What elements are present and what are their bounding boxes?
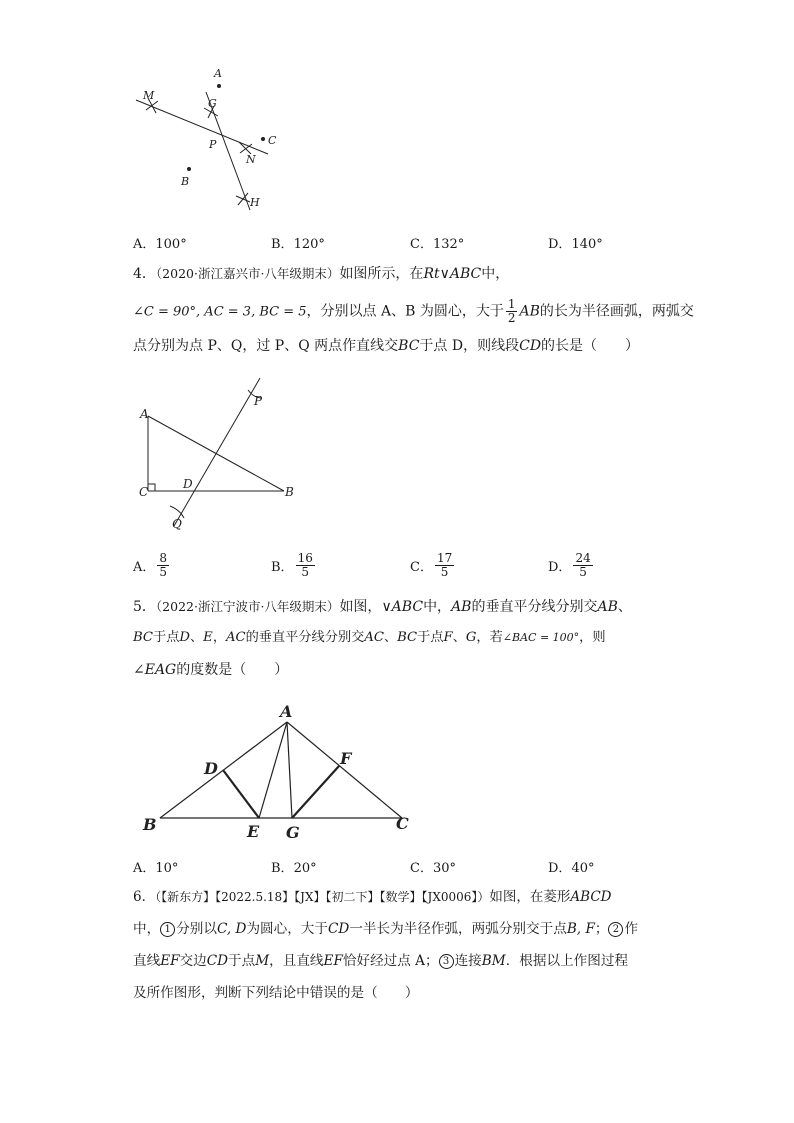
fraction-half: $\frac{1}{2}$ (507, 297, 516, 325)
q4-option-b[interactable]: B． $\frac{16}{5}$ (271, 551, 313, 579)
segment-ag (287, 722, 292, 818)
q4-source: （2020·浙江嘉兴市·八年级期末） (155, 266, 340, 281)
q6-source: （【新东方】【2022.5.18】【JX】【初二下】【数学】【JX0006】） (155, 890, 490, 904)
right-angle-mark (148, 484, 155, 491)
point-a (217, 84, 221, 88)
q3-option-d[interactable]: D．140° (548, 237, 603, 252)
label-b: B (181, 175, 190, 188)
label-q: Q (172, 517, 182, 531)
q6-line-4: 及所作图形，判断下列结论中错误的是（ ） (133, 985, 419, 1001)
label-d: D (204, 759, 218, 778)
label-b: B (285, 485, 294, 499)
q4-option-c[interactable]: C． $\frac{17}{5}$ (410, 551, 453, 579)
q5-option-b[interactable]: B．20° (271, 861, 317, 876)
step-2-marker: 2 (608, 922, 623, 937)
q5-source: （2022·浙江宁波市·八年级期末） (155, 599, 340, 614)
q4-number: 4． (133, 266, 156, 282)
q5-option-a[interactable]: A．10° (133, 861, 179, 876)
label-g: G (208, 97, 217, 110)
figure-q3 (128, 62, 288, 220)
step-1-marker: 1 (160, 922, 175, 937)
label-g: G (286, 823, 300, 842)
label-c: C (139, 485, 149, 499)
q5-option-c[interactable]: C．30° (410, 861, 456, 876)
label-m: M (143, 89, 155, 102)
q6-line-1: 6．（【新东方】【2022.5.18】【JX】【初二下】【数学】【JX0006】）如图，在菱形ABCD (133, 889, 612, 905)
line-pq (174, 378, 260, 526)
q5-option-d[interactable]: D．40° (548, 861, 595, 876)
label-e: E (247, 822, 260, 841)
q4-line-1: 4．（2020·浙江嘉兴市·八年级期末）如图所示，在Rt∨ABC中， (133, 266, 510, 282)
label-c: C (396, 814, 409, 833)
label-n: N (246, 153, 256, 166)
q4-line-3: 点分别为点 P、Q，过 P、Q 两点作直线交BC于点 D，则线段CD的长是（ ） (133, 338, 640, 354)
q5-line-2: BC于点D、E，AC的垂直平分线分别交AC、BC于点F、G，若∠BAC = 100°，则 (133, 630, 606, 645)
q4-option-d[interactable]: D． $\frac{24}{5}$ (548, 551, 591, 579)
label-h: H (250, 196, 260, 209)
q3-option-a[interactable]: A．100° (133, 237, 187, 252)
label-p: P (254, 394, 263, 408)
step-3-marker: 3 (439, 954, 454, 969)
label-a: A (214, 67, 222, 80)
label-f: F (340, 749, 352, 768)
segment-fg (292, 766, 339, 818)
label-p: P (209, 138, 217, 151)
line-mn (136, 100, 268, 154)
q3-option-b[interactable]: B．120° (271, 237, 325, 252)
q6-line-2: 中， 1 分别以C, D为圆心，大于CD一半长为半径作弧，两弧分别交于点B, F； 2 作 (133, 921, 639, 937)
point-b (187, 167, 191, 171)
q3-option-c[interactable]: C．132° (410, 237, 465, 252)
q5-number: 5． (133, 599, 156, 615)
label-b: B (143, 815, 157, 834)
label-c: C (268, 134, 277, 147)
point-c (261, 137, 265, 141)
label-d: D (183, 477, 193, 491)
segment-de (223, 770, 259, 818)
q4-line-2: ∠C = 90°, AC = 3, BC = 5，分别以点 A、B 为圆心，大于 $\frac{1}{2}$ AB的长为半径画弧，两弧交 (133, 297, 694, 325)
q5-line-3: ∠EAG的度数是（ ） (133, 662, 289, 678)
q6-line-3: 直线EF交边CD于点M，且直线EF恰好经过点 A； 3 连接BM．根据以上作图过程 (133, 953, 629, 969)
segment-ae (259, 722, 287, 818)
q6-number: 6． (133, 889, 156, 905)
figure-q5 (140, 698, 420, 844)
q5-line-1: 5．（2022·浙江宁波市·八年级期末）如图，∨ABC中，AB的垂直平分线分别交AB、 (133, 599, 632, 615)
label-a: A (280, 702, 293, 721)
figure-q4 (134, 372, 304, 534)
label-a: A (140, 407, 149, 421)
q4-option-a[interactable]: A． $\frac{8}{5}$ (133, 551, 168, 579)
